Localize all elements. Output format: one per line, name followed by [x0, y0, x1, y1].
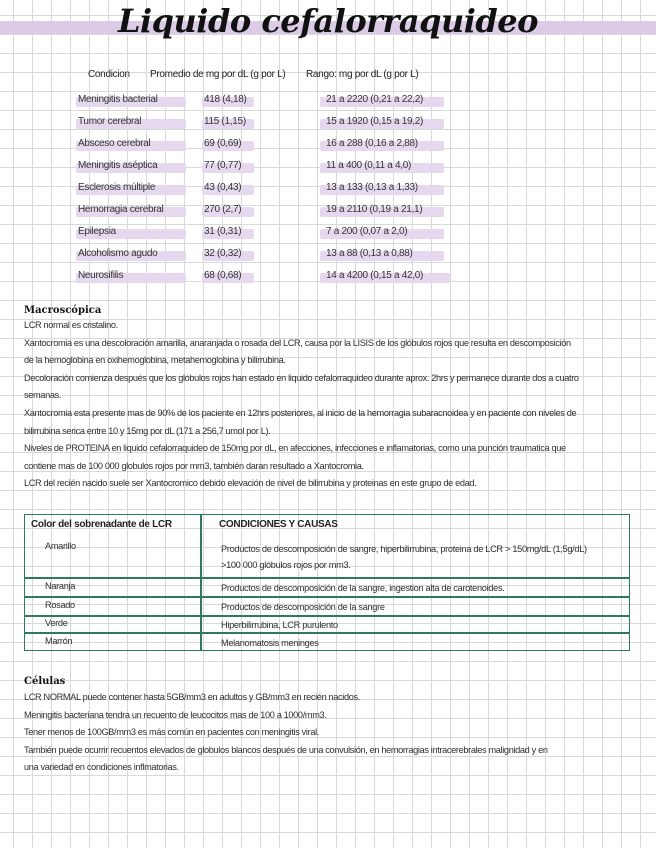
t2-color: Marrón	[45, 636, 73, 646]
t1-range: 21 a 2220 (0,21 a 22,2)	[326, 94, 424, 105]
t1-condition: Epilepsia	[78, 226, 116, 237]
title-area	[0, 2, 656, 42]
t1-condition: Meningitis bacterial	[78, 94, 158, 105]
t1-range: 16 a 288 (0,16 a 2,88)	[326, 138, 418, 149]
table-row	[0, 92, 656, 110]
t2-cause: Productos de descomposición de la sangre, ingestion alta de carotenoides.	[221, 583, 505, 593]
macro-line: bilirrubina serica entre 10 y 15mg por dL (171 a 256,7 umol por L).	[24, 425, 271, 436]
cells-line: LCR NORMAL puede contener hasta 5GB/mm3 en adultos y GB/mm3 en recién nacidos.	[24, 692, 360, 702]
t1-range: 15 a 1920 (0,15 a 19,2)	[326, 116, 424, 127]
cells-line: Meningitis bacteriana tendra un recuento de leucocitos mas de 100 a 1000/mm3.	[24, 709, 327, 720]
t1-average: 418 (4,18)	[204, 94, 247, 105]
page-title: Liquido cefalorraquideo	[118, 2, 538, 40]
t1-average: 115 (1,15)	[204, 116, 246, 127]
macro-title: Macroscópica	[24, 305, 102, 316]
macro-line: LCR normal es cristalino.	[24, 320, 118, 330]
t2-header-causes: CONDICIONES Y CAUSAS	[219, 519, 338, 530]
table-row	[0, 180, 656, 198]
table-row	[0, 158, 656, 176]
macro-line: contiene mas de 100 000 globulos rojos por mm3, también daran resultado a Xantocromia.	[24, 460, 364, 471]
cells-line: También puede ocurrir recuentos elevados de globulos blancos después de una convulsión, en hemorragias intracerebrales malignidad y en	[24, 744, 548, 755]
macro-line: de la hemoglobina en oxihemoglobina, metahemoglobina y bilirrubina.	[24, 355, 286, 366]
macro-line: Decoloración comienza después que los glóbulos rojos han estado en liquido cefalorraquideo durante aprox. 2hrs y permanece durante dos a cuatro	[24, 372, 579, 383]
t1-average: 270 (2,7)	[204, 204, 242, 215]
macro-line: Niveles de PROTEINA en liquido cefalorraquideo de 150mg por dL, en afecciones, infecciones e inflamatorias, como una punción traumatica que	[24, 443, 566, 454]
color-table	[24, 514, 630, 651]
t1-average: 77 (0,77)	[204, 160, 242, 171]
t2-cause: Productos de descomposición de la sangre	[221, 602, 385, 612]
t2-color: Naranja	[45, 581, 76, 591]
t1-condition: Absceso cerebral	[78, 138, 151, 149]
t1-condition: Alcoholismo agudo	[78, 248, 158, 259]
t2-cause: Productos de descomposición de sangre, hiperbilirrubina, proteina de LCR > 150mg/dL (1,5g/dL)	[221, 544, 587, 554]
t1-condition: Tumor cerebral	[78, 116, 142, 127]
t1-average: 69 (0,69)	[204, 138, 242, 149]
t2-cause: Melanomatosis meninges	[221, 638, 319, 648]
t2-cause: Hiperbilirrubina, LCR purulento	[221, 620, 338, 630]
t1-condition: Hemorragia cerebral	[78, 204, 164, 215]
macro-line: Xantocromia es una descoloración amarilla, anaranjada o rosada del LCR, causa por la LISIS de los glóbulos rojos que resulta en descomposición	[24, 337, 571, 348]
t1-header-range: Rango: mg por dL (g por L)	[306, 69, 419, 80]
t1-average: 68 (0,68)	[204, 270, 242, 281]
t2-color: Amarillo	[45, 541, 76, 551]
t1-range: 7 a 200 (0,07 a 2,0)	[326, 226, 408, 237]
t1-header-condition: Condicion	[88, 69, 130, 80]
t1-header-average: Promedio de mg por dL (g por L)	[150, 69, 286, 80]
t1-average: 31 (0,31)	[204, 226, 242, 237]
t2-header-color: Color del sobrenadante de LCR	[31, 519, 172, 530]
cells-line: Tener menos de 100GB/mm3 es más común en pacientes con meningitis viral.	[24, 727, 319, 738]
t1-average: 32 (0,32)	[204, 248, 242, 259]
t2-color: Verde	[45, 618, 68, 628]
t1-condition: Meningitis aséptica	[78, 160, 158, 171]
t2-cause: >100 000 glóbulos rojos por mm3.	[221, 560, 351, 570]
t1-range: 11 a 400 (0,11 a 4,0)	[326, 160, 412, 171]
t1-range: 13 a 133 (0,13 a 1,33)	[326, 182, 418, 193]
table-row	[0, 224, 656, 242]
t1-range: 13 a 88 (0,13 a 0,88)	[326, 248, 413, 259]
cells-title: Células	[24, 676, 66, 687]
macro-line: Xantocromia esta presente mas de 90% de los paciente en 12hrs posteriores, al inicio de la hemorragia subaracnoidea y en paciente con niveles de	[24, 407, 577, 418]
cells-text	[24, 689, 634, 777]
t1-range: 19 a 2110 (0,19 a 21,1)	[326, 204, 423, 215]
table-row	[0, 268, 656, 286]
t2-color: Rosado	[45, 600, 75, 610]
table-row	[0, 202, 656, 220]
macro-line: LCR del recién nacido suele ser Xantocromico debido elevación de nivel de bilirrubina y proteinas en este grupo de edad.	[24, 478, 477, 489]
t1-range: 14 a 4200 (0,15 a 42,0)	[326, 270, 424, 281]
macro-text	[24, 317, 634, 493]
table-row	[0, 246, 656, 264]
t1-condition: Neurosifilis	[78, 270, 124, 281]
table-row	[0, 114, 656, 132]
t1-average: 43 (0,43)	[204, 182, 242, 193]
cells-line: una variedad en condiciones inflmatorias.	[24, 762, 179, 773]
macro-line: semanas.	[24, 390, 62, 401]
table-row	[0, 136, 656, 154]
t1-condition: Esclerosis múltiple	[78, 182, 156, 193]
